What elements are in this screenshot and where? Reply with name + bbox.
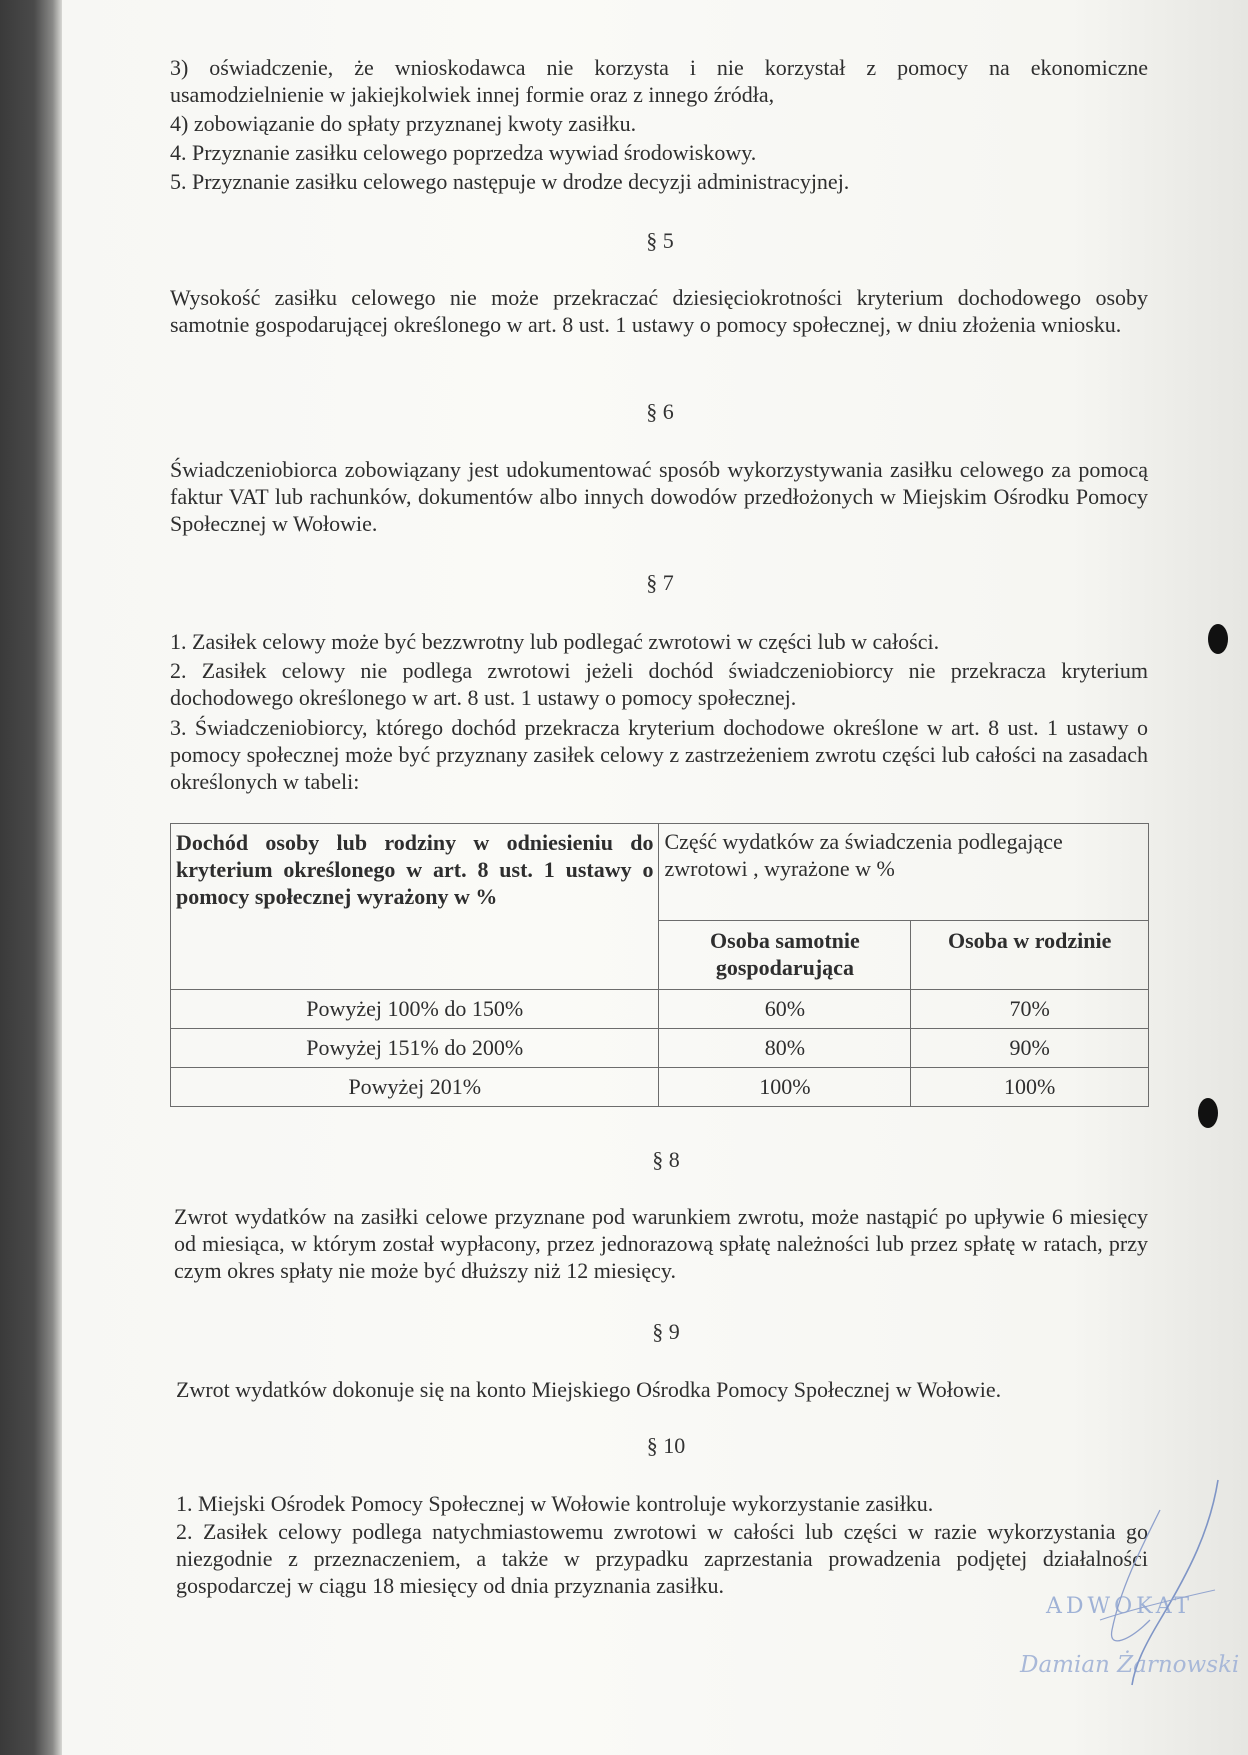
point-5-decyzja: 5. Przyznanie zasiłku celowego następuje w drodze decyzji administracyjnej. [170, 169, 850, 194]
table-cell-range: Powyżej 151% do 200% [171, 1029, 659, 1068]
refund-table [170, 823, 1149, 1107]
point-4-wywiad: 4. Przyznanie zasiłku celowego poprzedza wywiad środowiskowy. [170, 140, 757, 165]
table-cell-range: Powyżej 201% [171, 1068, 659, 1107]
stamp-name: Damian Żarnowski [1020, 1652, 1240, 1678]
table-row [171, 1029, 1149, 1068]
scan-binding-edge [0, 0, 62, 1755]
table-cell-single: 100% [659, 1068, 911, 1107]
table-cell-single: 60% [659, 990, 911, 1029]
table-row [171, 1068, 1149, 1107]
section-7-heading: § 7 [646, 570, 674, 595]
stamp-title: ADWOKAT [1046, 1594, 1194, 1619]
punch-hole-upper [1208, 624, 1228, 654]
table-cell-family: 100% [911, 1068, 1149, 1107]
section-7-item-1: 1. Zasiłek celowy może być bezzwrotny lub podlegać zwrotowi w części lub w całości. [170, 629, 940, 654]
table-subheader-family: Osoba w rodzinie [911, 921, 1149, 990]
table-cell-family: 70% [911, 990, 1149, 1029]
section-10-heading: § 10 [646, 1433, 686, 1458]
section-7-item-2: 2. Zasiłek celowy nie podlega zwrotowi jeżeli dochód świadczeniobiorcy nie przekracza kryterium dochodowego określonego w art. 8 ust. 1 ustawy o pomocy społecznej. [170, 658, 1148, 710]
section-10-item-2: 2. Zasiłek celowy podlega natychmiastowemu zwrotowi w całości lub części w razie wykorzystania go niezgodnie z przeznaczeniem, a także w przypadku zaprzestania prowadzenia podjętej działalności gospodarczej w ciągu 18 miesięcy od dnia przyznania zasiłku. [176, 1519, 1148, 1598]
table-cell-family: 90% [911, 1029, 1149, 1068]
section-9-heading: § 9 [652, 1319, 680, 1344]
item-3-oswiadczenie-line1: 3) oświadczenie, że wnioskodawca nie korzysta i nie korzystał z pomocy na ekonomiczne [170, 55, 1148, 80]
section-10-item-1: 1. Miejski Ośrodek Pomocy Społecznej w Wołowie kontroluje wykorzystanie zasiłku. [176, 1491, 934, 1516]
section-7-item-3: 3. Świadczeniobiorcy, którego dochód przekracza kryterium dochodowe określone w art. 8 ust. 1 ustawy o pomocy społecznej może być przyznany zasiłek celowy z zastrzeżeniem zwrotu części lub całości na zasadach określonych w tabeli: [170, 715, 1148, 794]
section-6-heading: § 6 [646, 399, 674, 424]
punch-hole-lower [1198, 1098, 1218, 1128]
section-5-heading: § 5 [646, 228, 674, 253]
table-header-refund-share: Część wydatków za świadczenia podlegające zwrotowi , wyrażone w % [659, 824, 1149, 921]
signature-icon [1040, 1470, 1240, 1700]
section-5-text: Wysokość zasiłku celowego nie może przekraczać dziesięciokrotności kryterium dochodowego osoby samotnie gospodarującej określonego w art. 8 ust. 1 ustawy o pomocy społecznej, w dniu złożenia wniosku. [170, 285, 1148, 337]
section-9-text: Zwrot wydatków dokonuje się na konto Miejskiego Ośrodka Pomocy Społecznej w Wołowie. [176, 1377, 1002, 1402]
section-8-heading: § 8 [652, 1147, 680, 1172]
item-3-oswiadczenie-line2: usamodzielnienie w jakiejkolwiek innej formie oraz z innego źródła, [170, 82, 775, 107]
section-8-text: Zwrot wydatków na zasiłki celowe przyznane pod warunkiem zwrotu, może nastąpić po upływie 6 miesięcy od miesiąca, w którym został wypłacony, przez jednorazową spłatę należności lub przez spłatę w ratach, przy czym okres spłaty nie może być dłuższy niż 12 miesięcy. [174, 1204, 1148, 1283]
table-cell-single: 80% [659, 1029, 911, 1068]
table-row [171, 990, 1149, 1029]
section-6-text: Świadczeniobiorca zobowiązany jest udokumentować sposób wykorzystywania zasiłku celowego za pomocą faktur VAT lub rachunków, dokumentów albo innych dowodów przedłożonych w Miejskim Ośrodku Pomocy Społecznej w Wołowie. [170, 457, 1148, 536]
table-header-income: Dochód osoby lub rodziny w odniesieniu do kryterium określonego w art. 8 ust. 1 ustawy o pomocy społecznej wyrażony w % [171, 824, 659, 990]
table-subheader-single: Osoba samotnie gospodarująca [659, 921, 911, 990]
table-header-row [171, 824, 1149, 921]
table-cell-range: Powyżej 100% do 150% [171, 990, 659, 1029]
item-4-zobowiazanie: 4) zobowiązanie do spłaty przyznanej kwoty zasiłku. [170, 111, 637, 136]
